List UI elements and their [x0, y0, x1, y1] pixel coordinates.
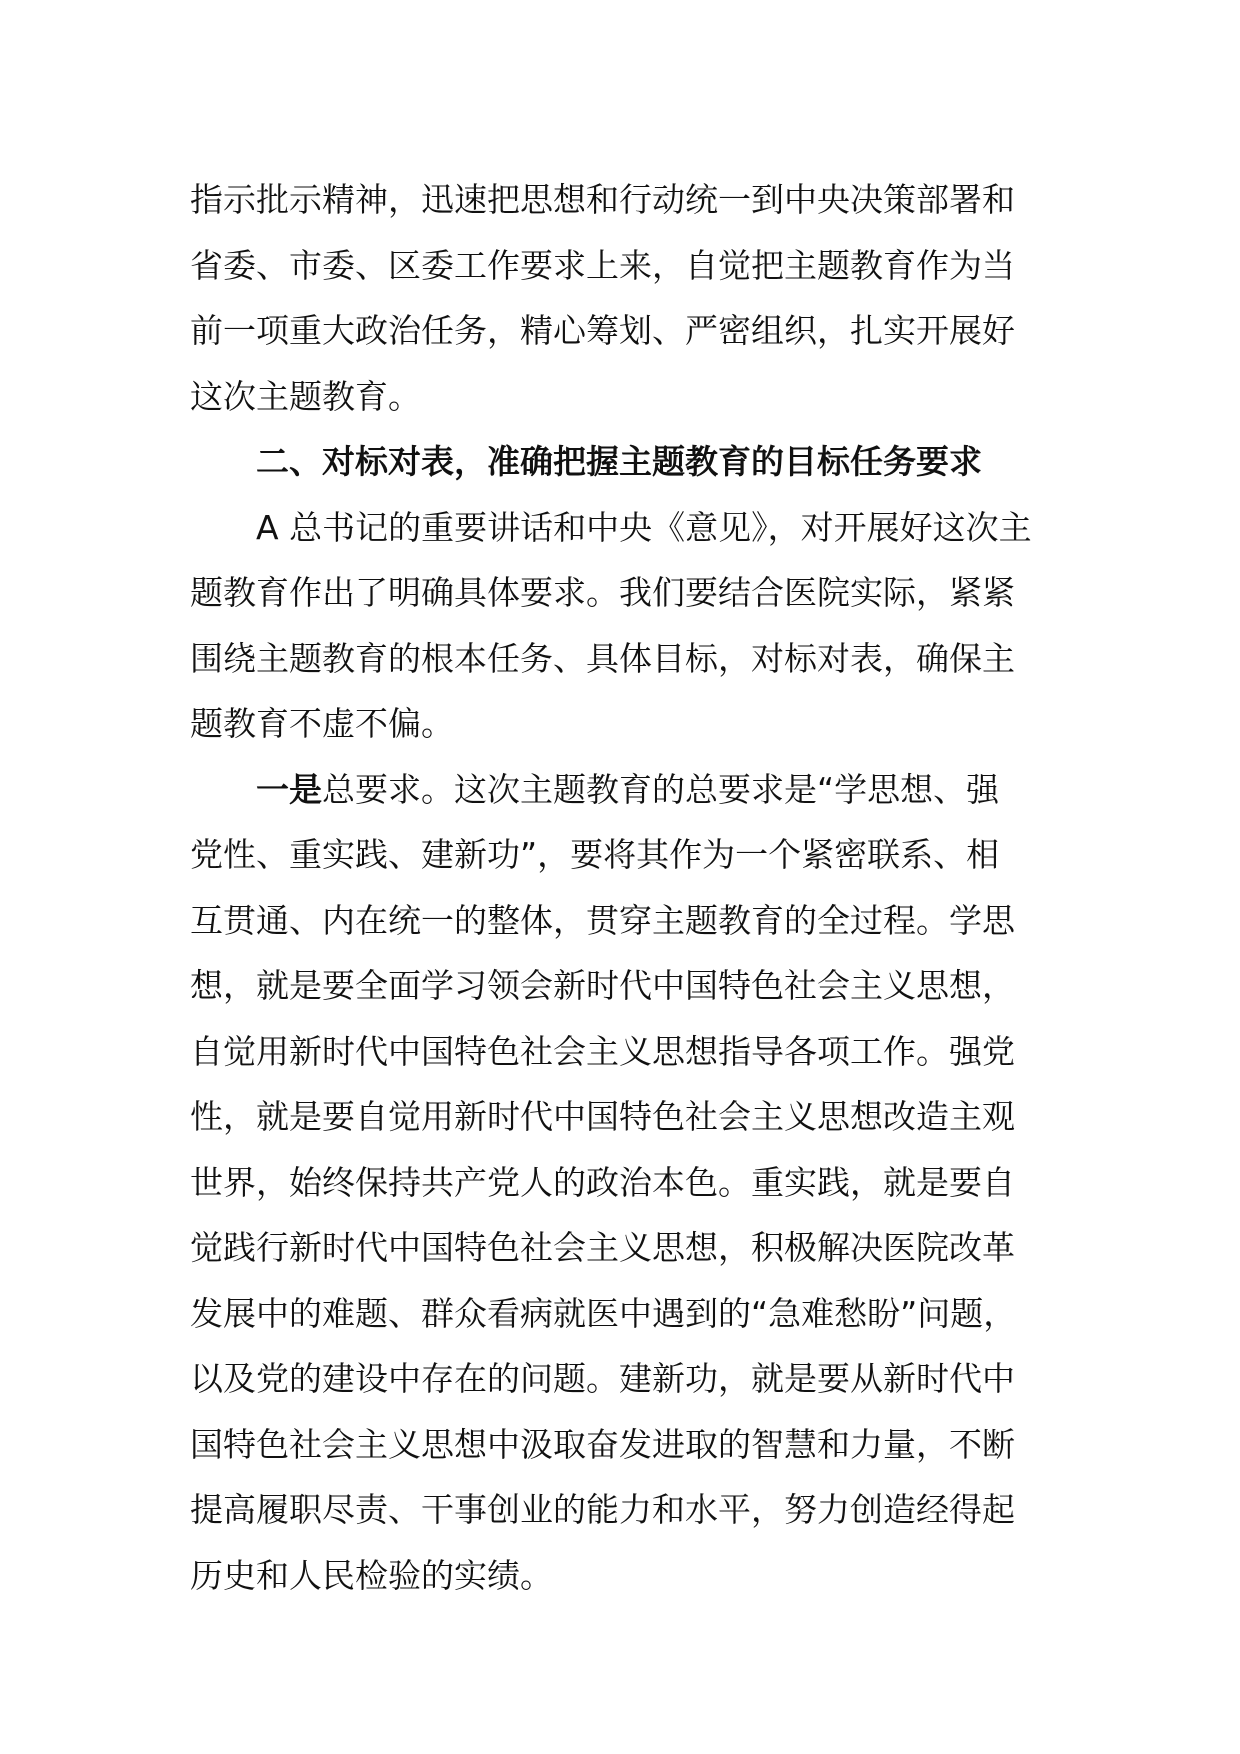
paragraph-line: 这次主题教育。 [190, 376, 421, 416]
paragraph-line: 以及党的建设中存在的问题。建新功，就是要从新时代中 [190, 1359, 1015, 1398]
paragraph-line: 题教育作出了明确具体要求。我们要结合医院实际，紧紧 [190, 573, 1015, 612]
paragraph-first-line [190, 757, 1070, 823]
paragraph-line: 围绕主题教育的根本任务、具体目标，对标对表，确保主 [190, 638, 1015, 678]
paragraph-line: 国特色社会主义思想中汲取奋发进取的智慧和力量，不断 [190, 1424, 1015, 1464]
paragraph-line: 发展中的难题、群众看病就医中遇到的“急难愁盼”问题， [190, 1293, 1017, 1333]
paragraph-lead-bold: 一是 [256, 769, 322, 809]
paragraph-line: 性，就是要自觉用新时代中国特色社会主义思想改造主观 [190, 1097, 1015, 1136]
paragraph-line: 世界，始终保持共产党人的政治本色。重实践，就是要自 [190, 1162, 1015, 1202]
paragraph-line: A 总书记的重要讲话和中央《意见》，对开展好这次主 [256, 507, 1032, 547]
paragraph-line: 题教育不虚不偏。 [190, 704, 454, 743]
paragraph-line: 提高履职尽责、干事创业的能力和水平，努力创造经得起 [190, 1490, 1015, 1529]
paragraph-line: 党性、重实践、建新功”，要将其作为一个紧密联系、相 [190, 835, 1000, 874]
paragraph-line: 自觉用新时代中国特色社会主义思想指导各项工作。强党 [190, 1031, 1015, 1071]
paragraph-line: 指示批示精神，迅速把思想和行动统一到中央决策部署和 [190, 180, 1015, 219]
paragraph-line: 历史和人民检验的实绩。 [190, 1555, 553, 1595]
paragraph-line: 互贯通、内在统一的整体，贯穿主题教育的全过程。学思 [190, 900, 1015, 940]
paragraph-line: 想，就是要全面学习领会新时代中国特色社会主义思想， [190, 966, 1015, 1005]
paragraph-line: 省委、市委、区委工作要求上来，自觉把主题教育作为当 [190, 245, 1015, 285]
paragraph-line: 觉践行新时代中国特色社会主义思想，积极解决医院改革 [190, 1228, 1015, 1267]
section-heading: 二、对标对表，准确把握主题教育的目标任务要求 [256, 442, 982, 481]
document-body [190, 167, 1070, 1608]
paragraph-lead-text: 总要求。这次主题教育的总要求是“学思想、强 [322, 769, 1000, 809]
paragraph-line: 前一项重大政治任务，精心筹划、严密组织，扎实开展好 [190, 311, 1015, 350]
